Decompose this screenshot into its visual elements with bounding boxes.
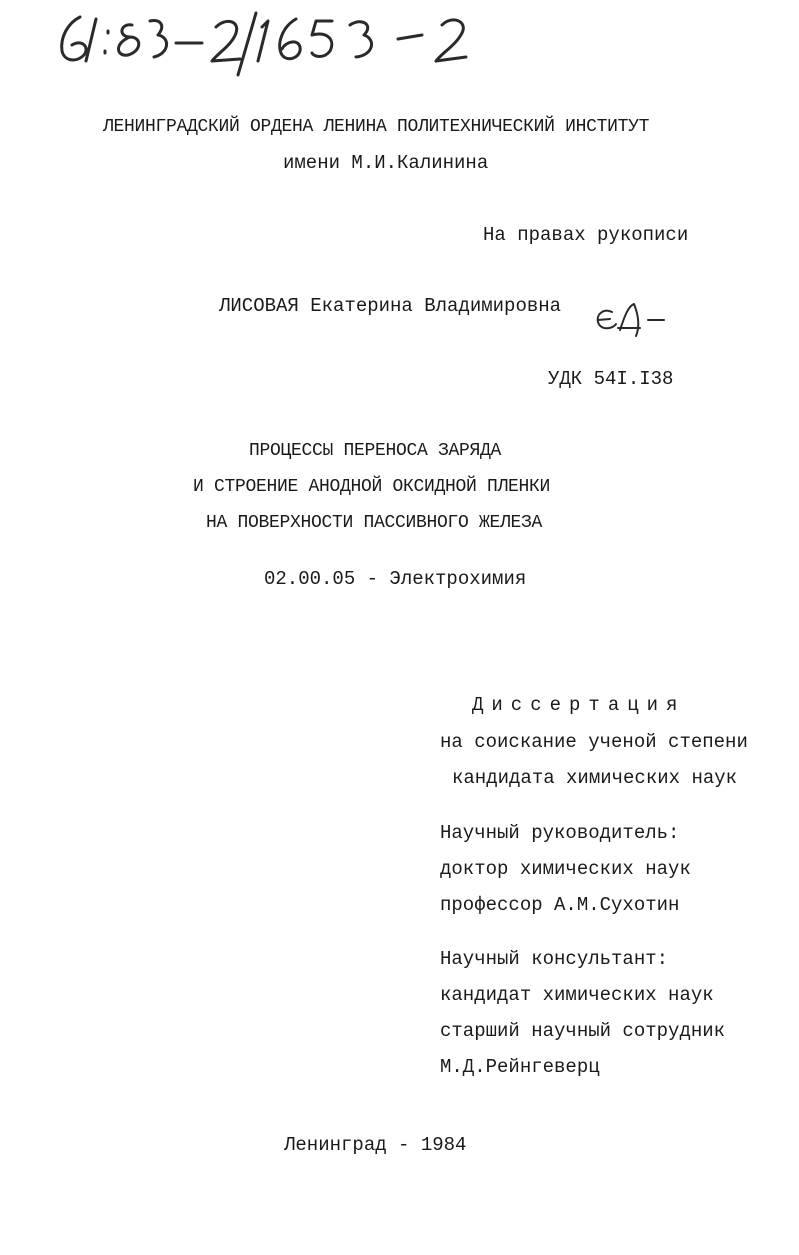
title-line-3: НА ПОВЕРХНОСТИ ПАССИВНОГО ЖЕЛЕЗА <box>206 513 543 533</box>
institute-named-after: имени М.И.Калинина <box>283 152 489 174</box>
specialty: 02.00.05 - Электрохимия <box>264 568 527 590</box>
title-line-2: И СТРОЕНИЕ АНОДНОЙ ОКСИДНОЙ ПЛЕНКИ <box>193 477 551 497</box>
degree-line-2: кандидата химических наук <box>452 767 738 789</box>
institute-name: ЛЕНИНГРАДСКИЙ ОРДЕНА ЛЕНИНА ПОЛИТЕХНИЧЕСКИЙ ИНСТИТУТ <box>103 117 650 137</box>
supervisor-name: профессор А.М.Сухотин <box>440 894 680 916</box>
supervisor-degree: доктор химических наук <box>440 858 691 880</box>
handwritten-initials <box>590 292 680 342</box>
consultant-position: старший научный сотрудник <box>440 1020 726 1042</box>
consultant-degree: кандидат химических наук <box>440 984 714 1006</box>
degree-heading: Диссертация <box>472 694 686 716</box>
handwritten-archive-code <box>50 5 510 80</box>
manuscript-note: На правах рукописи <box>483 224 689 246</box>
city-year: Ленинград - 1984 <box>284 1134 467 1156</box>
udc-code: УДК 54I.I38 <box>548 368 674 390</box>
consultant-name: М.Д.Рейнгеверц <box>440 1056 600 1078</box>
author-name: ЛИСОВАЯ Екатерина Владимировна <box>219 295 562 317</box>
degree-line-1: на соискание ученой степени <box>440 731 748 753</box>
consultant-label: Научный консультант: <box>440 948 669 970</box>
title-line-1: ПРОЦЕССЫ ПЕРЕНОСА ЗАРЯДА <box>249 441 502 461</box>
supervisor-label: Научный руководитель: <box>440 822 680 844</box>
